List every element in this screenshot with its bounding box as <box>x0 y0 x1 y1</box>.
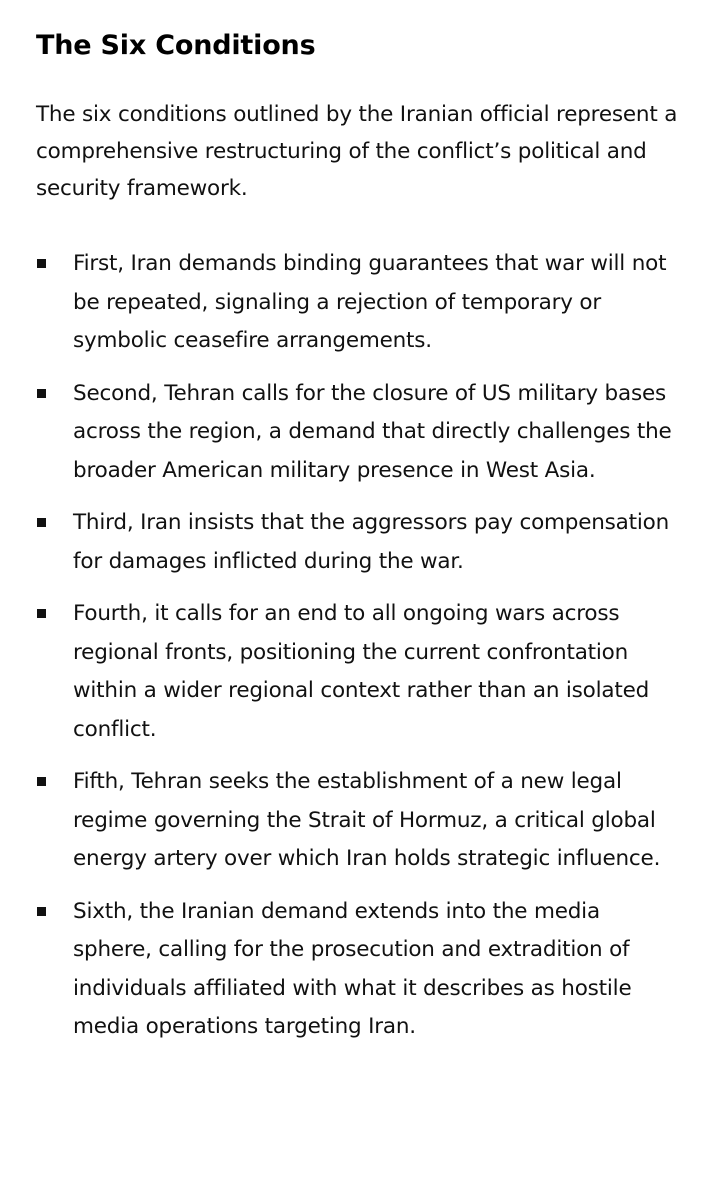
condition-text: First, Iran demands binding guarantees that war will not be repeated, signaling a rejection of temporary or symbolic ceasefire arrangements. <box>73 251 667 353</box>
square-bullet-icon <box>37 907 46 916</box>
list-item-condition-4 <box>36 595 681 749</box>
section-heading: The Six Conditions <box>36 30 316 61</box>
condition-text: Third, Iran insists that the aggressors pay compensation for damages inflicted during the war. <box>73 510 670 574</box>
intro-paragraph: The six conditions outlined by the Iranian official represent a comprehensive restructuring of the conflict’s political and security framework. <box>36 102 678 201</box>
condition-text: Sixth, the Iranian demand extends into the media sphere, calling for the prosecution and extradition of individuals affiliated with what it describes as hostile media operations targeting Iran. <box>73 898 632 1039</box>
list-item-condition-3 <box>36 504 681 581</box>
list-item-condition-1 <box>36 245 681 361</box>
square-bullet-icon <box>37 259 46 268</box>
condition-text: Fifth, Tehran seeks the establishment of a new legal regime governing the Strait of Hormuz, a critical global energy artery over which Iran holds strategic influence. <box>73 769 661 871</box>
list-item-condition-2 <box>36 375 681 491</box>
square-bullet-icon <box>37 518 46 527</box>
square-bullet-icon <box>37 777 46 786</box>
condition-text: Second, Tehran calls for the closure of US military bases across the region, a demand that directly challenges the broader American military presence in West Asia. <box>73 380 672 483</box>
square-bullet-icon <box>37 389 46 398</box>
conditions-list <box>36 245 681 1047</box>
condition-text: Fourth, it calls for an end to all ongoing wars across regional fronts, positioning the current confrontation within a wider regional context rather than an isolated conflict. <box>73 601 650 742</box>
list-item-condition-6 <box>36 893 681 1047</box>
list-item-condition-5 <box>36 763 681 879</box>
square-bullet-icon <box>37 609 46 618</box>
